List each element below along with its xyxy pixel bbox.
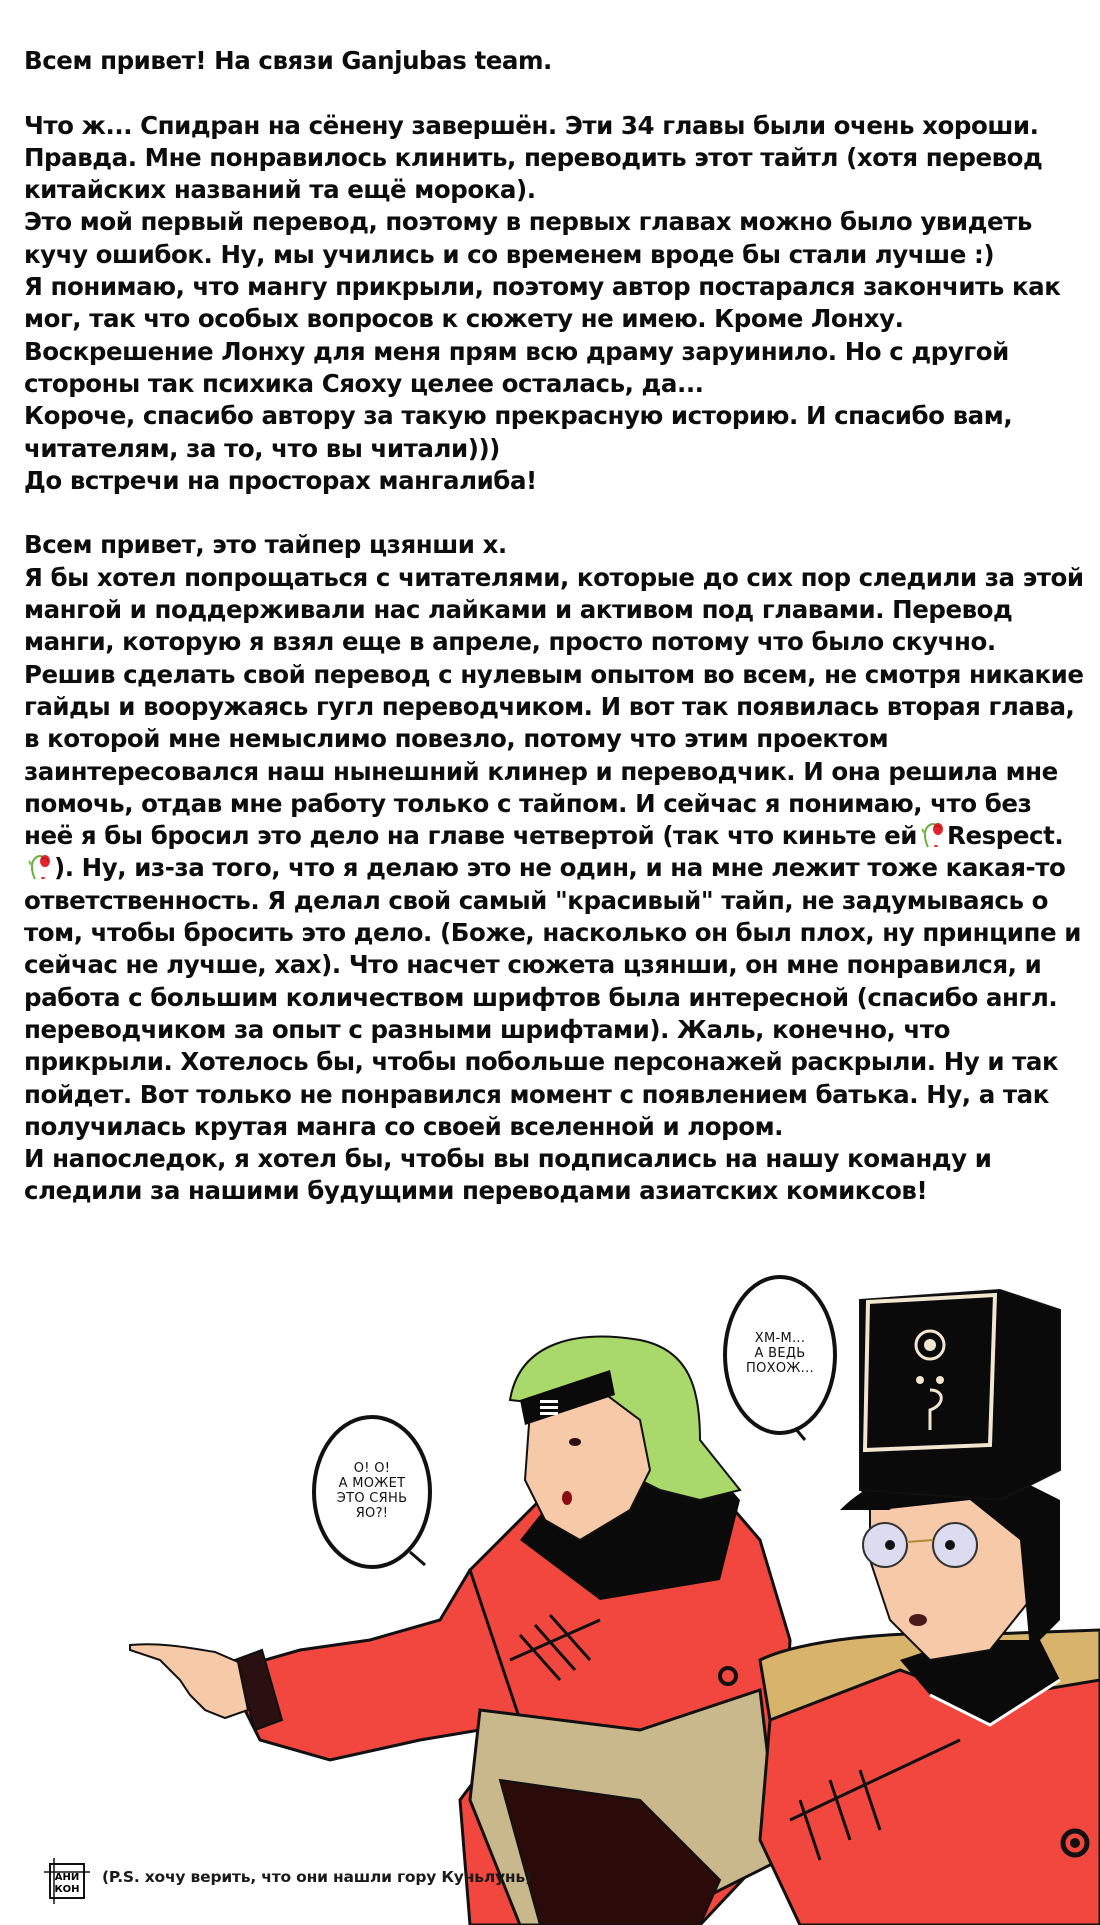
text-line: том, чтобы бросить это дело. (Боже, насколько он был плох, ну принципе и bbox=[24, 918, 1081, 948]
greeting-one: Всем привет! На связи Ganjubas team. bbox=[24, 46, 552, 75]
text-segment: неё я бы бросил это дело на главе четвертой (так что киньте ей bbox=[24, 821, 918, 851]
text-line: пойдет. Вот только не понравился момент с появлением батька. Ну, а так bbox=[24, 1079, 1049, 1109]
bubble-right-text bbox=[735, 1331, 825, 1376]
text-line: стороны так психика Сяоху целее осталась, да... bbox=[24, 368, 704, 398]
afterword-text bbox=[24, 45, 1084, 1208]
text-line: До встречи на просторах мангалиба! bbox=[24, 465, 537, 495]
text-line: мог, так что особых вопросов к сюжету не имею. Кроме Лонху. bbox=[24, 304, 904, 334]
text-line: ответственность. Я делал свой самый "красивый" тайп, не задумываясь о bbox=[24, 885, 1048, 915]
bubble-line: О! О! bbox=[353, 1461, 391, 1476]
ps-note: (P.S. хочу верить, что они нашли гору Куньлунь) bbox=[102, 1868, 532, 1886]
bubble-line: ПОХОЖ... bbox=[746, 1361, 814, 1376]
bubble-left-text bbox=[327, 1461, 417, 1521]
logo-text: АНИ bbox=[54, 1872, 80, 1883]
text-line: Короче, спасибо автору за такую прекрасную историю. И спасибо вам, bbox=[24, 401, 1013, 431]
text-line: Это мой первый перевод, поэтому в первых главах можно было увидеть bbox=[24, 207, 1032, 237]
text-line: сейчас не лучше, хах). Что насчет сюжета цзянши, он мне понравился, и bbox=[24, 950, 1042, 980]
bubble-line: ЭТО СЯНЬ bbox=[336, 1491, 408, 1506]
blank-line bbox=[24, 77, 1084, 109]
bubble-line: А ВЕДЬ bbox=[754, 1346, 806, 1361]
wilted-rose-icon bbox=[919, 821, 945, 849]
text-line: следили за нашими будущими переводами азиатских комиксов! bbox=[24, 1176, 928, 1206]
text-line: Воскрешение Лонху для меня прям всю драму заруинило. Но с другой bbox=[24, 336, 1009, 366]
bubble-line: А МОЖЕТ bbox=[338, 1476, 406, 1491]
text-line: гайды и вооружаясь гугл переводчиком. И вот так появилась вторая глава, bbox=[24, 691, 1075, 721]
text-line: получилась крутая манга со своей вселенной и лором. bbox=[24, 1111, 784, 1141]
logo-text: КОН bbox=[54, 1884, 80, 1895]
text-line: работа с большим количеством шрифтов была интересной (спасибо англ. bbox=[24, 982, 1058, 1012]
text-line: Я понимаю, что мангу прикрыли, поэтому автор постарался закончить как bbox=[24, 272, 1061, 302]
blank-line bbox=[24, 497, 1084, 529]
text-segment: ). Ну, из-за того, что я делаю это не один, и на мне лежит тоже какая-то bbox=[54, 853, 1066, 883]
manga-illustration bbox=[0, 1240, 1100, 1925]
text-line: Правда. Мне понравилось клинить, переводить этот тайтл (хотя перевод bbox=[24, 142, 1043, 172]
text-line: прикрыли. Хотелось бы, чтобы побольше персонажей раскрыли. Ну и так bbox=[24, 1047, 1059, 1077]
text-line: кучу ошибок. Ну, мы учились и со временем вроде бы стали лучше :) bbox=[24, 239, 995, 269]
text-line: читателям, за то, что вы читали))) bbox=[24, 433, 500, 463]
text-line: в которой мне немыслимо повезло, потому что этим проектом bbox=[24, 724, 889, 754]
greeting-two: Всем привет, это тайпер цзянши х. bbox=[24, 530, 507, 560]
text-line: заинтересовался наш нынешний клинер и переводчик. И она решила мне bbox=[24, 756, 1058, 786]
respect-text: Respect. bbox=[947, 821, 1064, 851]
text-line: Что ж... Спидран на сёнену завершён. Эти 34 главы были очень хороши. bbox=[24, 110, 1039, 140]
text-line: мангой и поддерживали нас лайками и активом под главами. Перевод bbox=[24, 595, 1013, 625]
text-line: Решив сделать свой перевод с нулевым опытом во всем, не смотря никакие bbox=[24, 659, 1084, 689]
anikon-logo bbox=[44, 1858, 90, 1904]
text-line: Я бы хотел попрощаться с читателями, которые до сих пор следили за этой bbox=[24, 562, 1084, 592]
wilted-rose-icon bbox=[26, 853, 52, 881]
text-line: помочь, отдав мне работу только с тайпом. И сейчас я понимаю, что без bbox=[24, 788, 1032, 818]
text-line: И напоследок, я хотел бы, чтобы вы подписались на нашу команду и bbox=[24, 1144, 992, 1174]
bubble-line: ХМ-М... bbox=[754, 1331, 806, 1346]
text-line-with-rose bbox=[24, 852, 1084, 884]
bubble-line: ЯО?! bbox=[355, 1506, 389, 1521]
text-line: китайских названий та ещё морока). bbox=[24, 175, 536, 205]
text-line: переводчиком за опыт с разными шрифтами). Жаль, конечно, что bbox=[24, 1014, 950, 1044]
text-line: манги, которую я взял еще в апреле, просто потому что было скучно. bbox=[24, 627, 996, 657]
text-line-with-rose bbox=[24, 820, 1084, 852]
